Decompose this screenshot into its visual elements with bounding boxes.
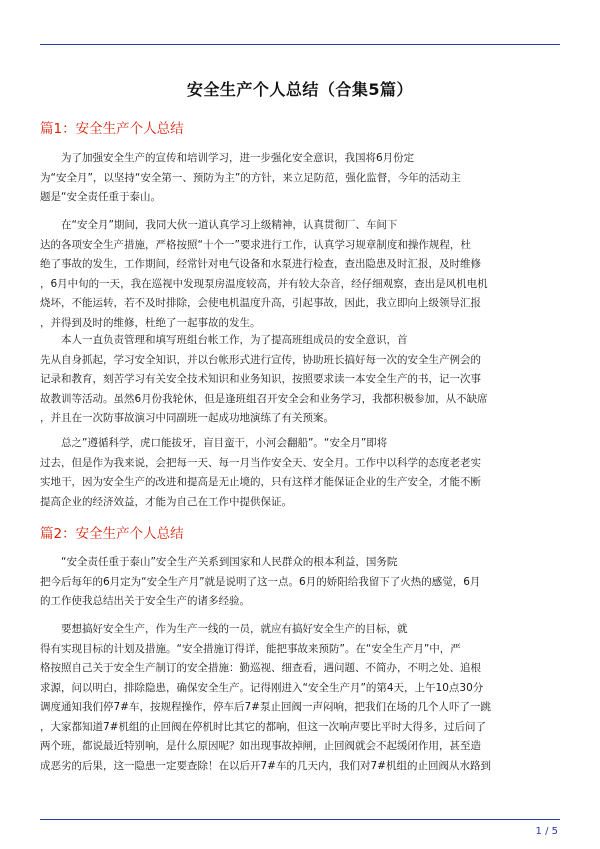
text-line: 得有实现目标的计划及措施。“安全措施订得详，能把事故来预防”。在“安全生产月”中，严 (40, 642, 461, 655)
text-line: 成恶劣的后果，这一隐患一定要查除！在以后开7#车的几天内，我们对7#机组的止回阀从水路到 (40, 759, 491, 772)
text-line: 实地干，因为安全生产的改进和提高是无止境的，只有这样才能保证企业的生产安全，才能不断 (40, 476, 481, 488)
text-line: 烧坏，不能运转，若不及时排除，会使电机温度升高，引起事故，因此，我立即向上级领导汇报 (40, 297, 481, 309)
text-line: 绝了事故的发生，工作期间，经常针对电气设备和水泵进行检查，查出隐患及时汇报，及时维修 (40, 258, 481, 270)
text-line: ，并得到及时的维修，杜绝了一起事故的发生。 (40, 316, 261, 329)
text-line: ，并且在一次防事故演习中同副班一起成功地演练了有关预案。 (40, 412, 334, 424)
text-line: 本人一直负责管理和填写班组台帐工作，为了提高班组成员的安全意识，首 (61, 334, 408, 346)
text-line: 记录和教育，刻苦学习有关安全技术知识和业务知识，按照要求读一本安全生产的书，记一次事 (40, 373, 481, 385)
section-heading-1: 篇1：安全生产个人总结 (40, 121, 184, 137)
text-line: 先从自身抓起，学习安全知识，并以台帐形式进行宣传，协助班长搞好每一次的安全生产例会的 (40, 353, 481, 366)
text-line: 两个班，都说最近特别响，是什么原因呢？如出现事故掉闸，止回阀就会不起缓闭作用，甚至造 (40, 740, 481, 752)
text-line: 的工作使我总结出关于安全生产的诸多经验。 (40, 595, 250, 607)
text-line: 故教训等活动。虽然6月份我轮休，但是逢班组召开安全会和业务学习，我都积极参加，从不缺席 (40, 392, 488, 405)
paragraph (40, 216, 560, 333)
text-line: 为了加强安全生产的宣传和培训学习，进一步强化安全意识，我国将6月份定 (61, 152, 415, 164)
text-line: ，大家都知道7#机组的止回阀在停机时比其它的都响，但这一次响声要比平时大得多，过后问了 (40, 720, 486, 733)
text-line: 达的各项安全生产措施，严格按照“十个一”要求进行工作，认真学习规章制度和操作规程，杜 (40, 238, 471, 251)
text-line: 过去，但是作为我来说，会把每一天、每一月当作安全天、安全月。工作中以科学的态度老老实 (40, 456, 481, 469)
paragraph (40, 620, 560, 776)
header-rule (40, 44, 560, 45)
paragraph (40, 331, 560, 429)
text-line: 求源，问以明白，排除隐患，确保安全生产。记得刚进入“安全生产月”的第4天，上午10点30分 (40, 681, 484, 694)
text-line: 格按照自己关于安全生产制订的安全措施：勤巡视、细查看，遇问题、不简办，不明之处、追根 (40, 662, 481, 674)
text-line: ，6月中旬的一天，我在巡视中发现泵房温度较高，并有较大杂音，经仔细观察，查出是风机电机 (40, 277, 488, 290)
text-line: 把今后每年的6月定为“安全生产月”就是说明了这一点。6月的娇阳给我留下了火热的感觉，6月 (40, 575, 481, 588)
paragraph (40, 149, 560, 208)
text-line: 在“安全月”期间，我同大伙一道认真学习上级精神，认真贯彻厂、车间下 (61, 219, 398, 231)
document-title: 安全生产个人总结（合集5篇） (186, 80, 414, 99)
paragraph (40, 434, 560, 512)
text-line: 调度通知我们停7#车，按规程操作，停车后7#泵止回阀一声闷响，把我们在场的几个人吓了一跳 (40, 701, 491, 713)
footer-rule (40, 819, 560, 820)
text-line: 为“安全月”，以坚持“安全第一、预防为主”的方针，来立足防范，强化监督，今年的活动主 (40, 171, 461, 184)
text-line: “安全责任重于泰山”安全生产关系到国家和人民群众的根本利益，国务院 (61, 556, 398, 568)
section-heading-2: 篇2：安全生产个人总结 (40, 526, 184, 542)
paragraph (40, 553, 560, 612)
text-line: 提高企业的经济效益，才能为自己在工作中提供保证。 (40, 495, 292, 508)
page-number: 1 / 5 (535, 826, 558, 837)
text-line: 总之”遵循科学，虎口能拔牙，盲目蛮干，小河会翻船”。“安全月”即将 (61, 437, 388, 449)
text-line: 题是“安全责任重于泰山。 (40, 191, 161, 203)
text-line: 要想搞好安全生产，作为生产一线的一员，就应有搞好安全生产的目标，就 (61, 623, 408, 635)
